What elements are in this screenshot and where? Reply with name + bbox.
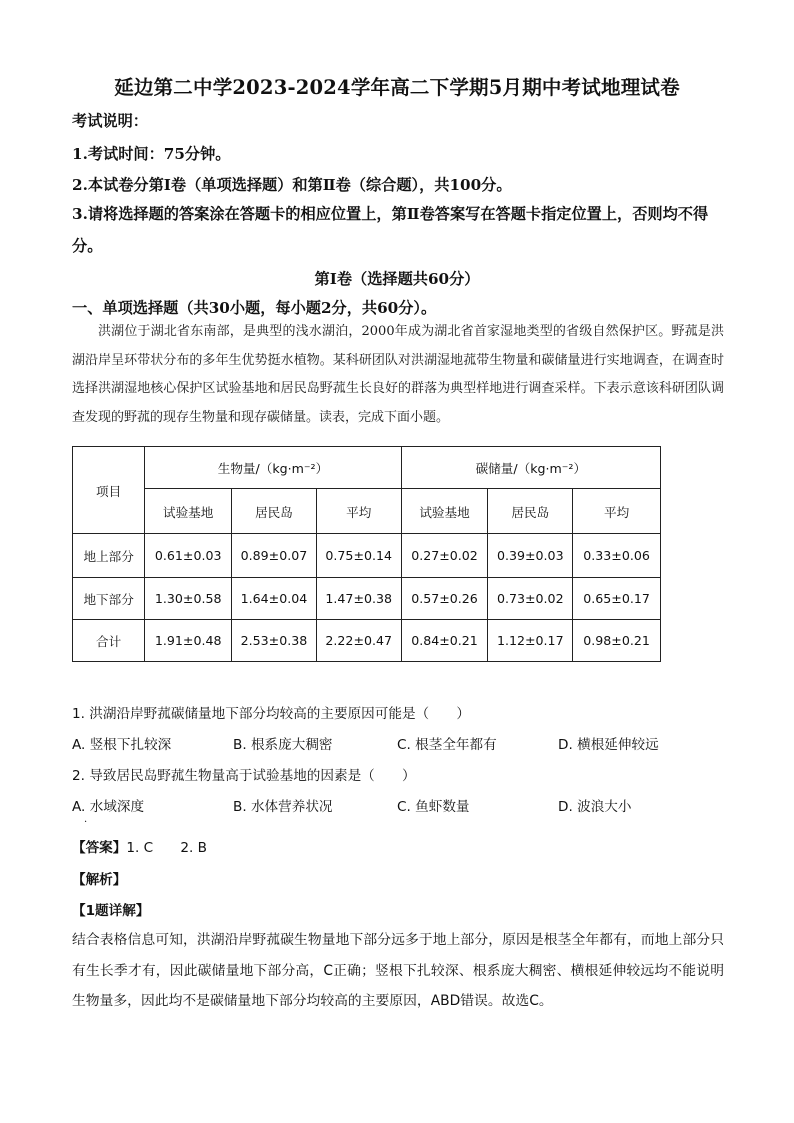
table-cell: 0.89±0.07 [232,534,317,578]
table-group-header-biomass: 生物量/（kg·m⁻²） [145,447,401,489]
question-1-option-b[interactable]: B. 根系庞大稠密 [233,737,333,753]
table-subheader: 居民岛 [232,489,317,534]
explanation-text: 结合表格信息可知，洪湖沿岸野菰碳生物量地下部分远多于地上部分，原因是根茎全年都有，而地上部分只有生长季才有，因此碳储量地下部分高，C正确；竖根下扎较深、根系庞大稠密、横根延伸较远均不能说明生物量多，因此均不是碳储量地下部分均较高的主要原因，ABD错误。故选C。 [72,932,724,1009]
table-subheader: 居民岛 [488,489,573,534]
table-row [73,534,661,578]
answer-line [72,836,207,856]
table-cell: 0.65±0.17 [573,578,661,620]
table-subheader: 平均 [316,489,401,534]
table-cell: 0.73±0.02 [488,578,573,620]
part-title: 一、单项选择题（共30小题，每小题2分，共60分）。 [72,299,437,317]
table-cell: 2.53±0.38 [232,620,317,662]
table-group-header-carbon: 碳储量/（kg·m⁻²） [401,447,660,489]
table-cell: 0.84±0.21 [401,620,488,662]
analysis-label [72,868,126,888]
data-table [72,446,661,662]
question-1-option-d[interactable]: D. 横根延伸较远 [558,737,659,753]
table-cell: 0.27±0.02 [401,534,488,578]
question-2-stem: 2. 导致居民岛野菰生物量高于试验基地的因素是（ ） [72,768,416,784]
question-1-option-a[interactable]: A. 竖根下扎较深 [72,737,172,753]
table-row [73,620,661,662]
table-cell: 0.39±0.03 [488,534,573,578]
stray-mark: . [84,814,88,825]
table-cell: 1.91±0.48 [145,620,232,662]
answer-text: 1. C 2. B [126,840,207,856]
row-label: 合计 [73,620,145,662]
instruction-item-3: 3.请将选择题的答案涂在答题卡的相应位置上，第Ⅱ卷答案写在答题卡指定位置上，否则均不得分。 [72,205,709,255]
instruction-item-1: 1.考试时间：75分钟。 [72,145,231,163]
table-cell: 2.22±0.47 [316,620,401,662]
table-cell: 0.98±0.21 [573,620,661,662]
analysis-label-text: 【解析】 [72,872,127,888]
question-2-option-c[interactable]: C. 鱼虾数量 [397,799,470,815]
detail-label-text: 【1题详解】 [72,903,150,919]
instructions-heading: 考试说明： [72,112,148,130]
answer-label: 【答案】 [72,840,127,856]
question-1-option-c[interactable]: C. 根茎全年都有 [397,737,497,753]
question-2-option-d[interactable]: D. 波浪大小 [558,799,632,815]
reading-passage: 洪湖位于湖北省东南部，是典型的浅水湖泊，2000年成为湖北省首家湿地类型的省级自然保护区。野菰是洪湖沿岸呈环带状分布的多年生优势挺水植物。某科研团队对洪湖湿地菰带生物量和碳储量进行实地调查，在调查时选择洪湖湿地核心保护区试验基地和居民岛野菰生长良好的群落为典型样地进行调查采样。下表示意该科研团队调查发现的野菰的现存生物量和现存碳储量。读表，完成下面小题。 [72,324,724,426]
detail-label [72,899,149,919]
table-subheader: 试验基地 [401,489,488,534]
instruction-item-2: 2.本试卷分第Ⅰ卷（单项选择题）和第Ⅱ卷（综合题），共100分。 [72,176,512,194]
table-cell: 0.75±0.14 [316,534,401,578]
row-label: 地上部分 [73,534,145,578]
question-2-option-a[interactable]: A. 水域深度 [72,799,145,815]
table-cell: 0.61±0.03 [145,534,232,578]
table-cell: 0.57±0.26 [401,578,488,620]
table-row [73,578,661,620]
question-2-option-b[interactable]: B. 水体营养状况 [233,799,333,815]
row-label: 地下部分 [73,578,145,620]
table-cell: 1.30±0.58 [145,578,232,620]
table-corner-cell: 项目 [73,447,145,534]
question-1-stem: 1. 洪湖沿岸野菰碳储量地下部分均较高的主要原因可能是（ ） [72,706,470,722]
exam-title: 延边第二中学2023-2024学年高二下学期5月期中考试地理试卷 [114,76,680,99]
table-cell: 1.47±0.38 [316,578,401,620]
table-cell: 0.33±0.06 [573,534,661,578]
table-cell: 1.64±0.04 [232,578,317,620]
table-subheader: 平均 [573,489,661,534]
table-subheader: 试验基地 [145,489,232,534]
table-cell: 1.12±0.17 [488,620,573,662]
section-title: 第Ⅰ卷（选择题共60分） [314,270,480,288]
